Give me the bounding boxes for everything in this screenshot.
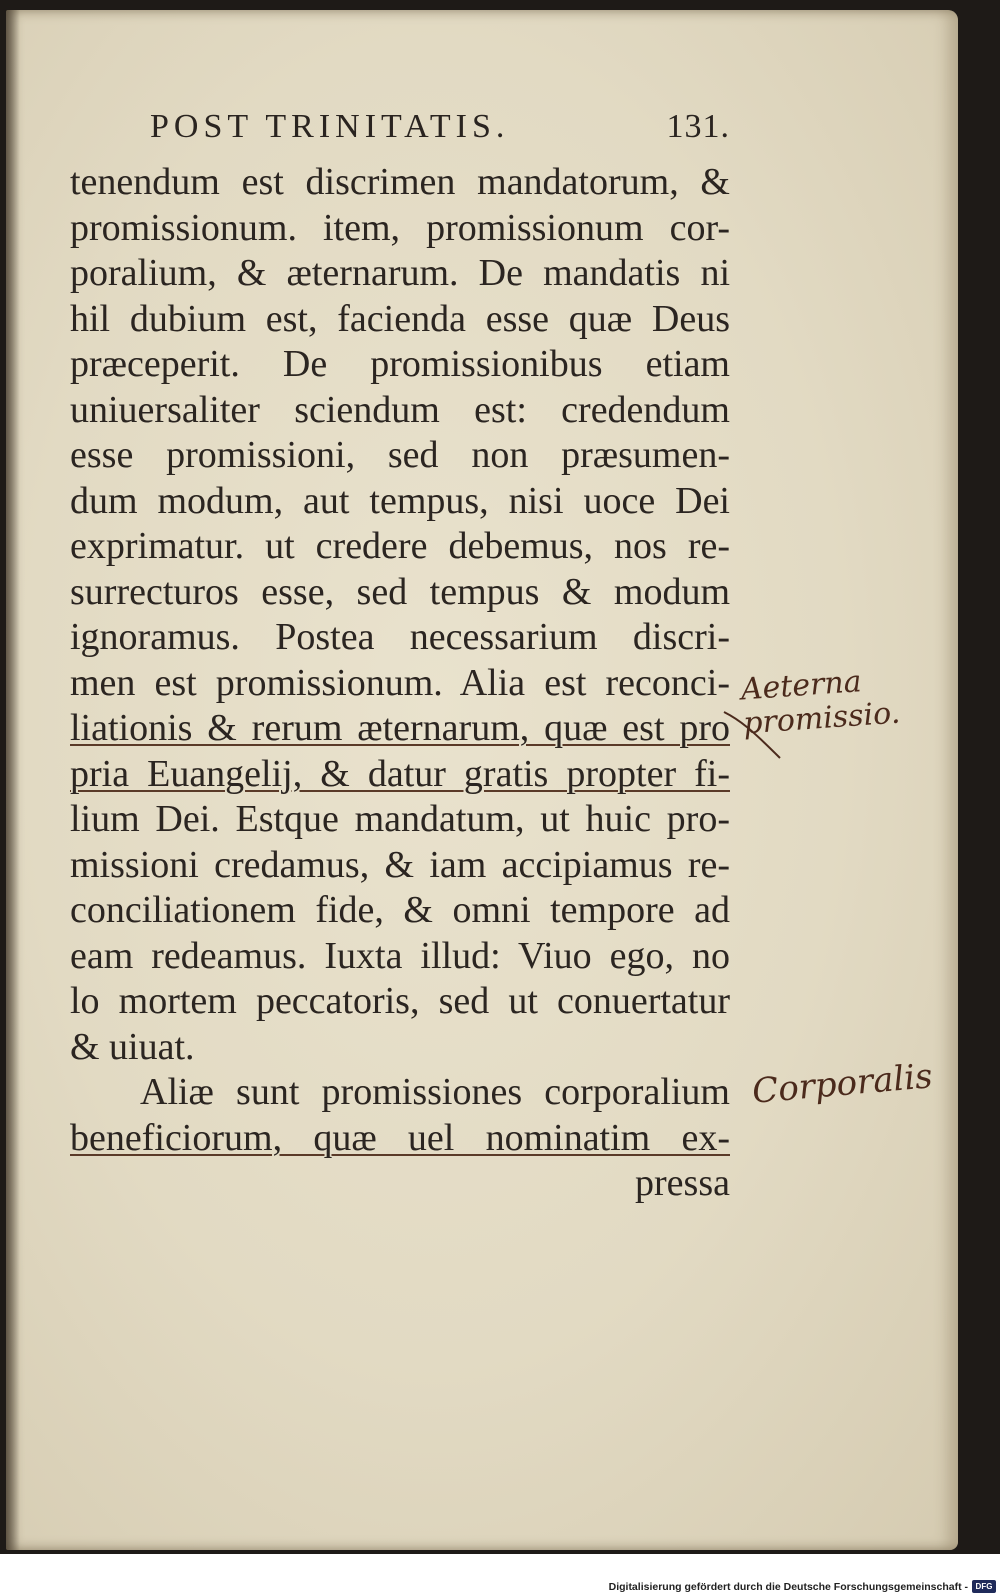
- text-line: & uiuat.: [70, 1025, 195, 1068]
- marginal-note-line: Aeterna: [739, 664, 863, 708]
- text-line: tenendum est discrimen mandatorum, &: [70, 161, 730, 203]
- running-title: POST TRINITATIS.: [150, 108, 510, 145]
- marginal-pen-stroke: [722, 706, 782, 762]
- marginal-note-line: promissio.: [742, 695, 902, 742]
- text-line: exprimatur. ut credere debemus, nos re-: [70, 525, 730, 567]
- text-line: ignoramus. Postea necessarium discri-: [70, 616, 730, 658]
- text-line: poralium, & æternarum. De mandatis ni: [70, 252, 730, 294]
- folio-number: 131.: [666, 108, 730, 145]
- dfg-logo: DFG: [972, 1580, 996, 1593]
- text-line: promissionum. item, promissionum cor-: [70, 206, 730, 249]
- paragraph-start-line: Aliæ sunt promissiones corporalium: [140, 1071, 730, 1113]
- text-line: esse promissioni, sed non præsumen-: [70, 434, 730, 476]
- marginal-note-corporalis: Corporalis: [750, 1056, 935, 1112]
- page-header: [150, 108, 730, 152]
- text-line: præceperit. De promissionibus etiam: [70, 343, 730, 385]
- body-text: [70, 160, 730, 1207]
- text-line: surrecturos esse, sed tempus & modum: [70, 570, 730, 613]
- catchword: pressa: [635, 1162, 730, 1204]
- text-line: missioni credamus, & iam accipiamus re-: [70, 843, 730, 886]
- text-line: eam redeamus. Iuxta illud: Viuo ego, no: [70, 934, 730, 977]
- text-line: lium Dei. Estque mandatum, ut huic pro-: [70, 798, 730, 840]
- text-line: lo mortem peccatoris, sed ut conuertatur: [70, 980, 730, 1022]
- underlined-text-line: beneficiorum, quæ uel nominatim ex-: [70, 1116, 730, 1159]
- underlined-text-line: liationis & rerum æternarum, quæ est pro: [70, 707, 730, 749]
- text-line: men est promissionum. Alia est reconci-: [70, 661, 730, 704]
- text-line: uniuersaliter sciendum est: credendum: [70, 388, 730, 431]
- underlined-text-line: pria Euangelij, & datur gratis propter fi-: [70, 752, 730, 795]
- text-line: conciliationem fide, & omni tempore ad: [70, 889, 730, 931]
- spine-shadow: [6, 10, 20, 1550]
- funding-credit: Digitalisierung gefördert durch die Deutsche Forschungsgemeinschaft -: [608, 1581, 968, 1593]
- text-line: hil dubium est, facienda esse quæ Deus: [70, 297, 730, 340]
- text-line: dum modum, aut tempus, nisi uoce Dei: [70, 479, 730, 522]
